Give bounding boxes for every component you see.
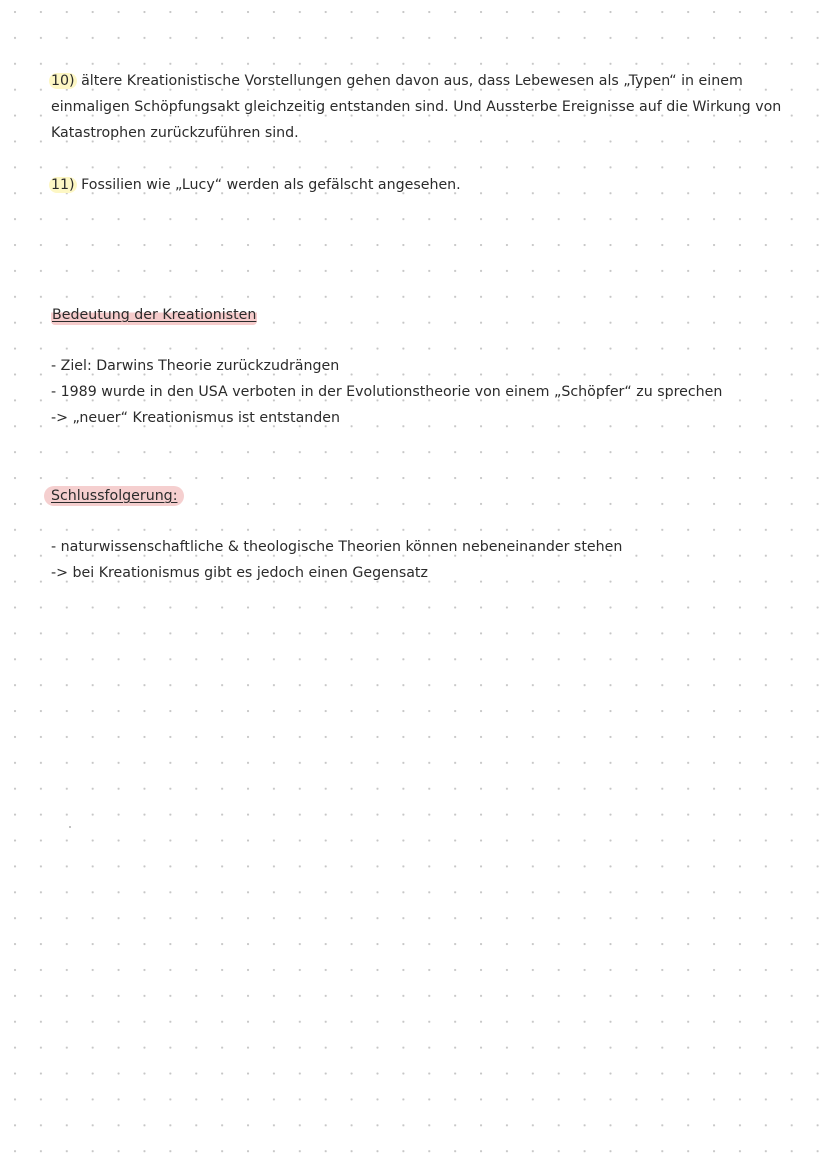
- item-10-line-2: einmaligen Schöpfungsakt gleichzeitig entstanden sind. Und Aussterbe Ereignisse auf die Wirkung von: [51, 99, 782, 115]
- item-10-text-1: ältere Kreationistische Vorstellungen gehen davon aus, dass Lebewesen als „Typen“ in einem: [76, 73, 743, 89]
- item-11-text: Fossilien wie „Lucy“ werden als gefälscht angesehen.: [76, 177, 461, 193]
- bedeutung-heading: Bedeutung der Kreationisten: [52, 307, 257, 323]
- schluss-line-1: - naturwissenschaftliche & theologische Theorien können nebeneinander stehen: [51, 539, 623, 555]
- schluss-line-2: -> bei Kreationismus gibt es jedoch einen Gegensatz: [51, 565, 428, 581]
- bedeutung-line-3: -> „neuer“ Kreationismus ist entstanden: [51, 410, 341, 426]
- item-10-line-3: Katastrophen zurückzuführen sind.: [51, 125, 299, 141]
- schluss-heading: Schlussfolgerung:: [44, 486, 184, 506]
- bedeutung-line-2: - 1989 wurde in den USA verboten in der Evolutionstheorie von einem „Schöpfer“ zu sprechen: [51, 384, 723, 400]
- stray-pen-dot: [69, 826, 71, 828]
- item-11-number: 11): [51, 177, 75, 193]
- bedeutung-line-1: - Ziel: Darwins Theorie zurückzudrängen: [51, 358, 340, 374]
- item-10-number: 10): [51, 73, 75, 89]
- item-10-line-1: [51, 71, 743, 91]
- item-11-line: [51, 175, 461, 195]
